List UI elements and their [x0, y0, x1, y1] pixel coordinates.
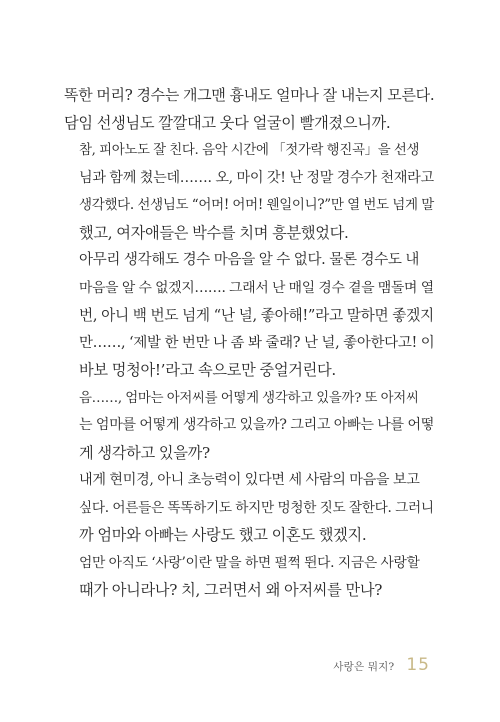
text-line: 마음을 알 수 없겠지……. 그래서 난 매일 경수 곁을 맴돌며 열	[79, 279, 434, 296]
text-line: 만……, ‘제발 한 번만 나 좀 봐 줄래? 난 널, 좋아한다고! 이	[79, 334, 435, 351]
text-line: 생각했다. 선생님도 “어머! 어머! 웬일이니?”만 열 번도 넘게 말	[79, 197, 434, 213]
text-line: 아무리 생각해도 경수 마음을 알 수 없다. 물론 경수도 내	[79, 252, 420, 268]
text-line: 는 엄마를 어떻게 생각하고 있을까? 그리고 아빠는 나를 어떻	[79, 417, 435, 433]
text-line: 바보 멍청아!’라고 속으로만 중얼거린다.	[79, 361, 336, 379]
paragraph	[64, 467, 434, 550]
text-line: 번, 아니 백 번도 넘게 “난 널, 좋아해!”라고 말하면 좋겠지	[79, 307, 434, 324]
text-line: 까 엄마와 아빠는 사랑도 했고 이혼도 했겠지.	[79, 526, 367, 544]
paragraph	[64, 550, 434, 605]
page-footer	[333, 655, 430, 675]
paragraph	[64, 82, 434, 137]
text-line: 엄만 아직도 ‘사랑’이란 말을 하면 펄쩍 뛴다. 지금은 사랑할	[79, 554, 420, 571]
text-line: 담임 선생님도 깔깔대고 웃다 얼굴이 빨개졌으니까.	[64, 113, 391, 132]
text-line: 싶다. 어른들은 똑똑하기도 하지만 멍청한 짓도 잘한다. 그러니	[79, 499, 434, 516]
paragraph	[64, 137, 434, 247]
page-number: 15	[406, 655, 430, 675]
paragraph	[64, 247, 434, 385]
text-line: 때가 아니라나? 치, 그러면서 왜 아저씨를 만나?	[79, 581, 383, 599]
text-line: 음……, 엄마는 아저씨를 어떻게 생각하고 있을까? 또 아저씨	[79, 390, 419, 406]
text-line: 똑한 머리? 경수는 개그맨 흉내도 얼마나 잘 내는지 모른다.	[64, 86, 435, 104]
text-line: 했고, 여자애들은 박수를 치며 흥분했었다.	[79, 223, 349, 242]
text-line: 참, 피아노도 잘 친다. 음악 시간에 「젓가락 행진곡」을 선생	[79, 143, 420, 158]
running-title: 사랑은 뭐지?	[333, 661, 395, 673]
text-line: 게 생각하고 있을까?	[79, 443, 210, 462]
text-line: 님과 함께 쳤는데……. 오, 마이 갓! 난 정말 경수가 천재라고	[79, 169, 434, 186]
body-text	[64, 82, 434, 605]
text-line: 내게 현미경, 아니 초능력이 있다면 세 사람의 마음을 보고	[79, 472, 420, 488]
paragraph	[64, 385, 434, 468]
